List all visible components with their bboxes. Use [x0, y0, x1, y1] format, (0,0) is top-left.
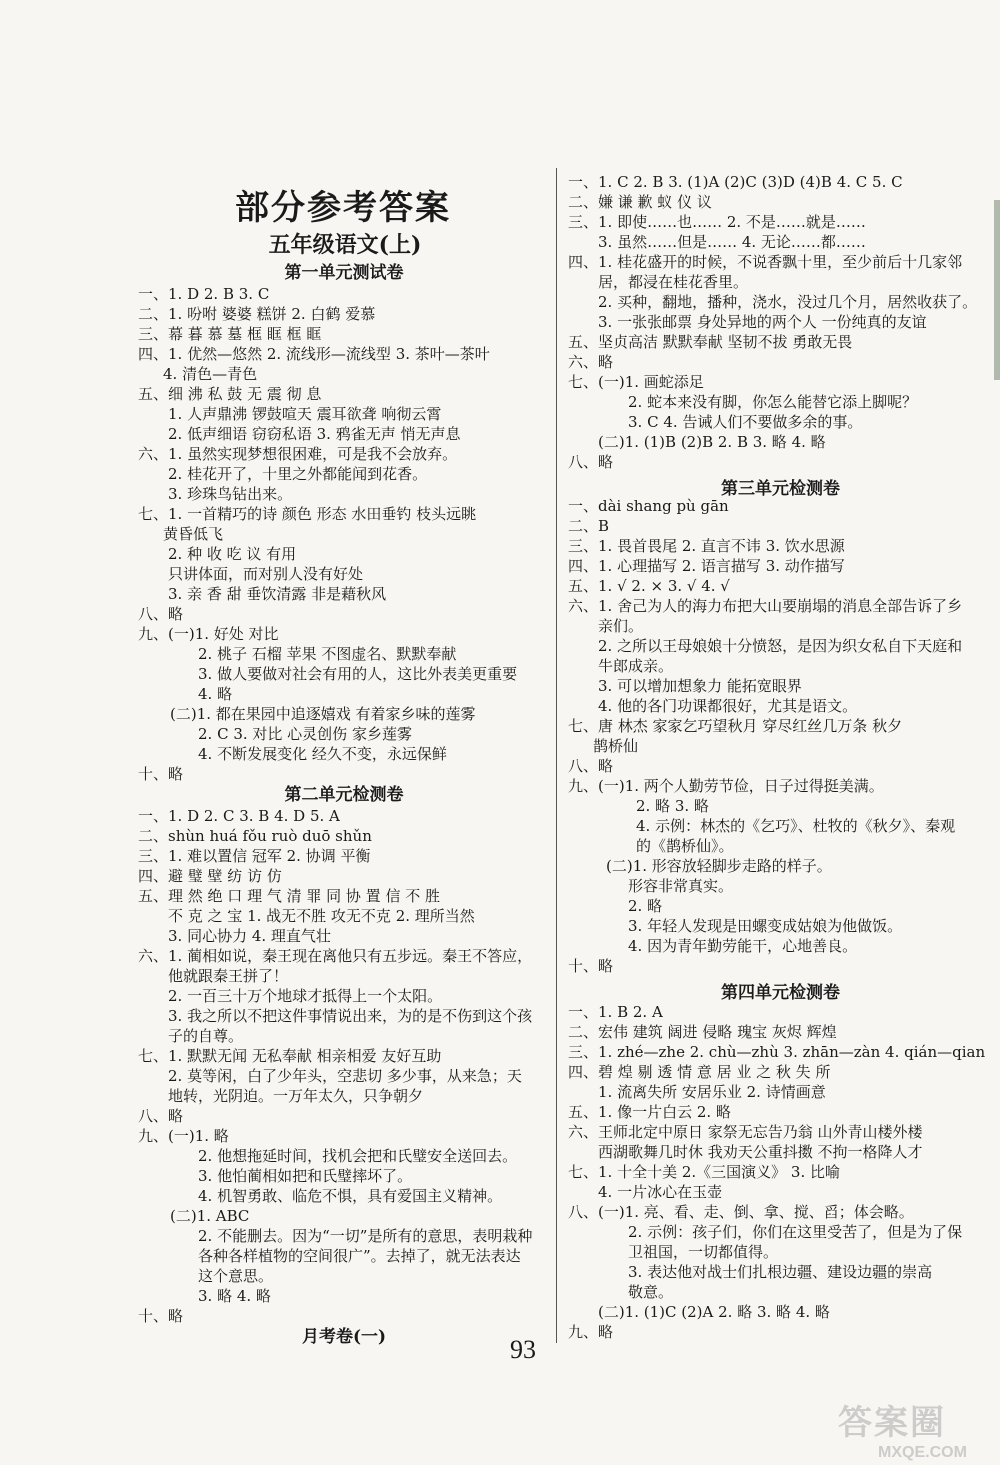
answer-line: 3. 同心协力 4. 理直气壮: [168, 927, 331, 945]
answer-line: 九、(一)1. 两个人勤劳节俭，日子过得挺美满。: [568, 777, 884, 795]
answer-line: (二)1. (1)C (2)A 2. 略 3. 略 4. 略: [598, 1303, 830, 1321]
answer-line: 4. 机智勇敢、临危不惧，具有爱国主义精神。: [198, 1187, 503, 1205]
answer-line: 六、略: [568, 353, 614, 371]
answer-line: 牛郎成亲。: [598, 657, 674, 675]
answer-line: 3. 虽然……但是…… 4. 无论……都……: [598, 233, 866, 251]
answer-line: 九、(一)1. 略: [138, 1127, 229, 1145]
answer-line: 子的自尊。: [168, 1027, 244, 1045]
answer-line: 二、1. 吩咐 婆婆 糕饼 2. 白鹤 爱慕: [138, 305, 376, 323]
answer-line: 一、1. C 2. B 3. (1)A (2)C (3)D (4)B 4. C 5. C: [568, 173, 903, 191]
answer-line: 六、1. 虽然实现梦想很困难，可是我不会放弃。: [138, 445, 458, 463]
answer-line: 4. 因为青年勤劳能干，心地善良。: [628, 937, 858, 955]
answer-line: 3. 可以增加想象力 能拓宽眼界: [598, 677, 802, 695]
answer-line: 2. 桂花开了，十里之外都能闻到花香。: [168, 465, 428, 483]
answer-line: 五、1. 像一片白云 2. 略: [568, 1103, 731, 1121]
answer-line: 十、略: [138, 1307, 184, 1325]
answer-line: 2. 略: [628, 897, 663, 915]
answer-line: 地转，光阴迫。一万年太久，只争朝夕: [168, 1087, 424, 1105]
answer-line: 四、1. 心理描写 2. 语言描写 3. 动作描写: [568, 557, 845, 575]
answer-line: 3. C 4. 告诫人们不要做多余的事。: [628, 413, 863, 431]
answer-line: (二)1. 都在果园中追逐嬉戏 有着家乡味的莲雾: [170, 705, 476, 723]
answer-line: 五、坚贞高洁 默默奉献 坚韧不拔 勇敢无畏: [568, 333, 853, 351]
answer-line: 这个意思。: [198, 1267, 274, 1285]
answer-line: 2. 桃子 石榴 苹果 不图虚名、默默奉献: [198, 645, 457, 663]
answer-line: 五、细 沸 私 鼓 无 震 彻 息: [138, 385, 322, 403]
answer-line: 3. 年轻人发现是田螺变成姑娘为他做饭。: [628, 917, 903, 935]
answer-line: 3. 珍珠鸟钻出来。: [168, 485, 293, 503]
answer-line: 4. 示例：林杰的《乞巧》、杜牧的《秋夕》、秦观: [636, 817, 956, 835]
answer-line: 卫祖国，一切都值得。: [628, 1243, 779, 1261]
answer-line: 五、1. √ 2. × 3. √ 4. √: [568, 577, 730, 595]
page-subtitle: 五年级语文(上): [268, 232, 422, 258]
answer-line: 一、1. D 2. C 3. B 4. D 5. A: [138, 807, 340, 825]
answer-line: 七、1. 一首精巧的诗 颜色 形态 水田垂钓 枝头远眺: [138, 505, 477, 523]
answer-line: 七、1. 默默无闻 无私奉献 相亲相爱 友好互助: [138, 1047, 442, 1065]
answer-line: 五、理 然 绝 口 理 气 清 罪 同 协 置 信 不 胜: [138, 887, 440, 905]
answer-line: (二)1. ABC: [170, 1207, 250, 1225]
answer-line: 二、嫌 谦 歉 蚁 仪 议: [568, 193, 712, 211]
answer-line: 黄昏低飞: [163, 525, 224, 543]
answer-line: 2. 之所以王母娘娘十分愤怒，是因为织女私自下天庭和: [598, 637, 963, 655]
answer-line: 2. 蛇本来没有脚，你怎么能替它添上脚呢？: [628, 393, 918, 411]
page-title: 部分参考答案: [235, 188, 451, 228]
answer-line: 三、1. 难以置信 冠军 2. 协调 平衡: [138, 847, 371, 865]
answer-line: 2. 买种，翻地，播种，浇水，没过几个月，居然收获了。: [598, 293, 978, 311]
answer-line: 十、略: [138, 765, 184, 783]
answer-line: 八、略: [138, 605, 184, 623]
answer-line: 4. 一片冰心在玉壶: [598, 1183, 723, 1201]
answer-line: 不 克 之 宝 1. 战无不胜 攻无不克 2. 理所当然: [168, 907, 475, 925]
answer-line: 2. 他想拖延时间，找机会把和氏璧安全送回去。: [198, 1147, 518, 1165]
answer-line: 三、幕 暮 慕 墓 框 眶 框 眶: [138, 325, 322, 343]
answer-line: 一、1. D 2. B 3. C: [138, 285, 270, 303]
answer-line: 八、略: [138, 1107, 184, 1125]
answer-line: 居，都浸在桂花香里。: [598, 273, 749, 291]
answer-line: 六、1. 蔺相如说，秦王现在离他只有五步远。秦王不答应，: [138, 947, 533, 965]
answer-line: 1. 流离失所 安居乐业 2. 诗情画意: [598, 1083, 826, 1101]
answer-line: 1. 人声鼎沸 锣鼓喧天 震耳欲聋 响彻云霄: [168, 405, 442, 423]
edge-mark: [994, 200, 1000, 380]
answer-line: 三、1. 畏首畏尾 2. 直言不讳 3. 饮水思源: [568, 537, 845, 555]
answer-line: 3. 他怕蔺相如把和氏璧摔坏了。: [198, 1167, 413, 1185]
answer-line: 七、唐 林杰 家家乞巧望秋月 穿尽红丝几万条 秋夕: [568, 717, 903, 735]
answer-line: 的《鹊桥仙》。: [636, 837, 734, 855]
answer-line: 四、1. 桂花盛开的时候，不说香飘十里，至少前后十几家邻: [568, 253, 963, 271]
answer-line: 2. 示例：孩子们，你们在这里受苦了，但是为了保: [628, 1223, 963, 1241]
page-number: 93: [510, 1335, 536, 1364]
section-heading: 第三单元检测卷: [721, 479, 840, 499]
answer-line: 2. 种 收 吃 议 有用: [168, 545, 297, 563]
answer-line: 2. 略 3. 略: [636, 797, 709, 815]
answer-line: 4. 略: [198, 685, 233, 703]
answer-line: 七、1. 十全十美 2.《三国演义》 3. 比喻: [568, 1163, 841, 1181]
answer-line: 2. 低声细语 窃窃私语 3. 鸦雀无声 悄无声息: [168, 425, 461, 443]
answer-line: 3. 一张张邮票 身处异地的两个人 一份纯真的友谊: [598, 313, 927, 331]
column-divider: [556, 168, 557, 1343]
answer-line: 2. C 3. 对比 心灵创伤 家乡莲雾: [198, 725, 412, 743]
answer-line: 十、略: [568, 957, 614, 975]
answer-line: 只讲体面，而对别人没有好处: [168, 565, 364, 583]
answer-line: 2. 一百三十万个地球才抵得上一个太阳。: [168, 987, 443, 1005]
answer-line: 鹊桥仙: [593, 737, 639, 755]
answer-line: (二)1. (1)B (2)B 2. B 3. 略 4. 略: [598, 433, 826, 451]
answer-line: 六、1. 舍己为人的海力布把大山要崩塌的消息全部告诉了乡: [568, 597, 963, 615]
answer-line: 3. 亲 香 甜 垂饮清露 非是藉秋风: [168, 585, 387, 603]
answer-line: 七、(一)1. 画蛇添足: [568, 373, 704, 391]
section-heading: 第一单元测试卷: [284, 263, 404, 283]
answer-line: 4. 不断发展变化 经久不变，永远保鲜: [198, 745, 447, 763]
watermark-logo: [838, 1395, 998, 1465]
answer-line: 3. 做人要做对社会有用的人，这比外表美更重要: [198, 665, 518, 683]
watermark-text: 答案圈: [838, 1404, 946, 1442]
answer-line: 3. 我之所以不把这件事情说出来，为的是不伤到这个孩: [168, 1007, 533, 1025]
section-heading: 第二单元检测卷: [284, 785, 404, 805]
answer-line: 二、宏伟 建筑 阔进 侵略 瑰宝 灰烬 辉煌: [568, 1023, 837, 1041]
answer-line: 八、略: [568, 453, 614, 471]
answer-line: 形容非常真实。: [628, 877, 734, 895]
answer-line: 四、避 璧 壁 纺 访 仿: [138, 867, 282, 885]
answer-line: 八、略: [568, 757, 614, 775]
answer-line: 敬意。: [628, 1283, 674, 1301]
answer-line: (二)1. 形容放轻脚步走路的样子。: [606, 857, 832, 875]
watermark-url: MXQE.COM: [878, 1444, 967, 1461]
answer-line: 八、(一)1. 亮、看、走、倒、拿、搅、舀；体会略。: [568, 1203, 914, 1221]
answer-line: 一、1. B 2. A: [568, 1003, 663, 1021]
answer-line: 3. 表达他对战士们扎根边疆、建设边疆的崇高: [628, 1263, 933, 1281]
answer-line: 九、(一)1. 好处 对比: [138, 625, 279, 643]
answer-line: 三、1. 即使……也…… 2. 不是……就是……: [568, 213, 866, 231]
answer-line: 4. 清色—青色: [163, 365, 258, 383]
answer-line: 一、dài shang pù gān: [568, 497, 729, 515]
answer-line: 3. 略 4. 略: [198, 1287, 271, 1305]
answer-line: 各种各样植物的空间很广”。去掉了，就无法表达: [198, 1247, 521, 1265]
answer-line: 2. 莫等闲，白了少年头，空悲切 多少事，从来急；天: [168, 1067, 522, 1085]
answer-line: 4. 他的各门功课都很好，尤其是语文。: [598, 697, 858, 715]
answer-line: 他就跟秦王拼了！: [168, 967, 289, 985]
answer-line: 二、B: [568, 517, 610, 535]
answer-line: 四、1. 优然—悠然 2. 流线形—流线型 3. 茶叶—茶叶: [138, 345, 490, 363]
section-heading: 月考卷(一): [301, 1327, 387, 1347]
answer-line: 西湖歌舞几时休 我劝天公重抖擞 不拘一格降人才: [598, 1143, 923, 1161]
answer-line: 九、略: [568, 1323, 614, 1341]
answer-line: 2. 不能删去。因为“一切”是所有的意思，表明栽种: [198, 1227, 533, 1245]
answer-line: 亲们。: [598, 617, 644, 635]
answer-line: 六、王师北定中原日 家祭无忘告乃翁 山外青山楼外楼: [568, 1123, 923, 1141]
answer-line: 二、shùn huá fǒu ruò duō shǔn: [138, 827, 372, 845]
answer-line: 三、1. zhé—zhe 2. chù—zhù 3. zhān—zàn 4. qián—qian: [568, 1043, 986, 1061]
answer-line: 四、碧 煌 剔 透 情 意 居 业 之 秋 失 所: [568, 1063, 831, 1081]
section-heading: 第四单元检测卷: [721, 983, 840, 1003]
